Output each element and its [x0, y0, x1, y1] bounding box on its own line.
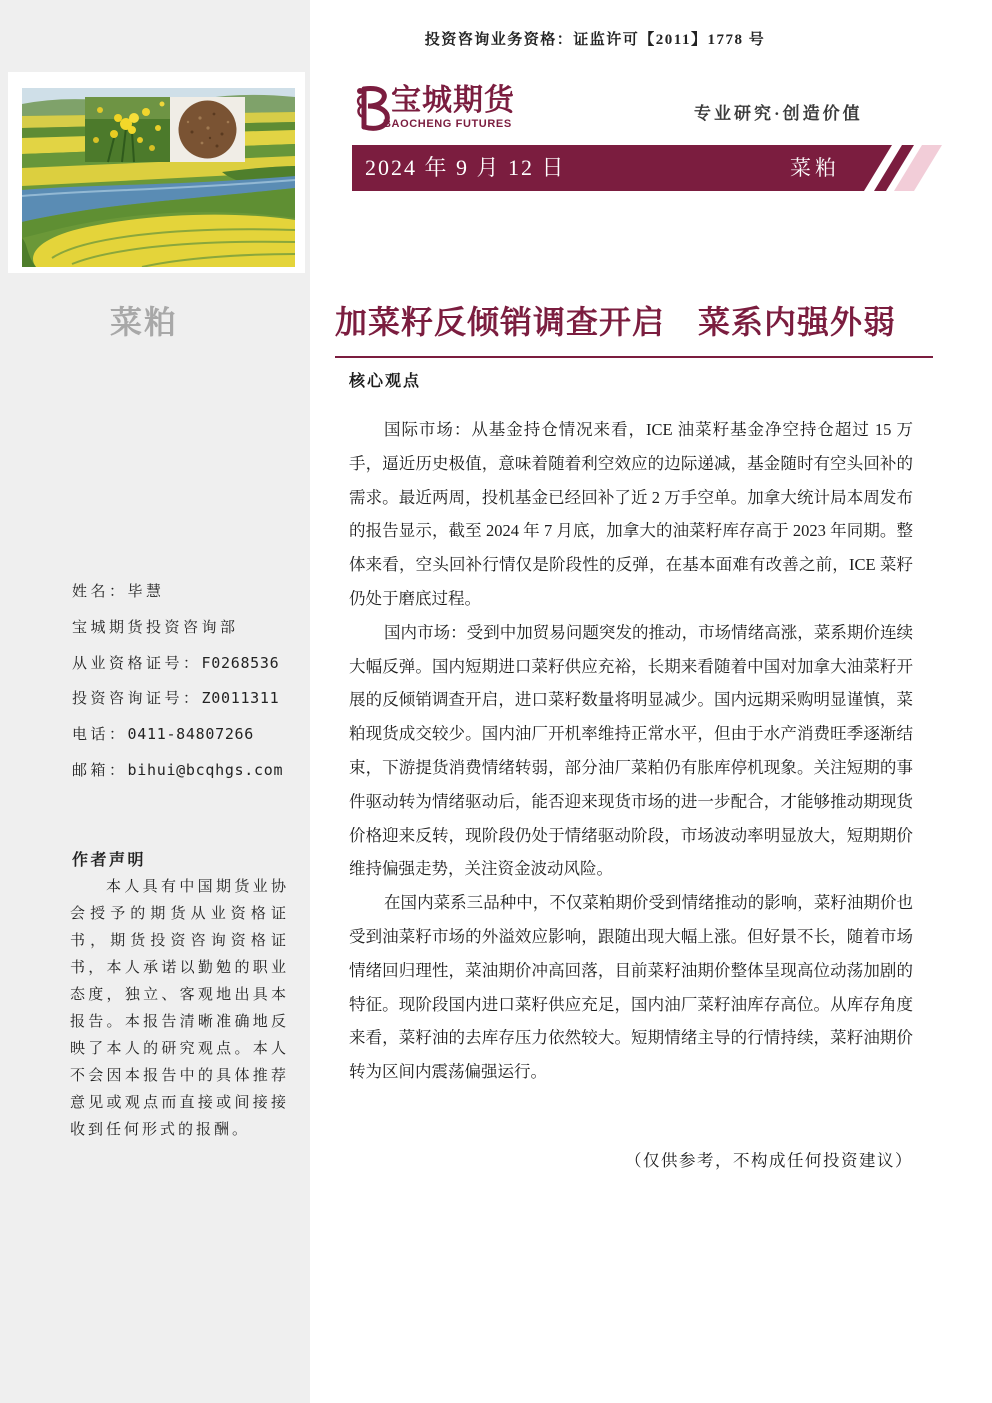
- consulting-number: Z0011311: [201, 689, 280, 708]
- author-statement-text: 本人具有中国期货业协会授予的期货从业资格证书，期货投资咨询资格证书，本人承诺以勤勉的职业态度，独立、客观地出具本报告。本报告清晰准确地反映了本人的研究观点。本人不会因本报告中的具体推荐意见或观点而直接或间接接收到任何形式的报酬。: [70, 877, 289, 1138]
- sidebar-category: 菜粕: [110, 304, 179, 340]
- paragraph-domestic: 国内市场：受到中加贸易问题突发的推动，市场情绪高涨，菜系期价连续大幅反弹。国内短期进口菜籽供应充裕，长期来看随着中国对加拿大油菜籽开展的反倾销调查开启，进口菜籽数量将明显减少。国内远期采购明显谨慎，菜粕现货成交较少。国内油厂开机率维持正常水平，但由于水产消费旺季逐渐结束，下游提货消费情绪转弱，部分油厂菜粕仍有胀库停机现象。关注短期的事件驱动转为情绪驱动后，能否迎来现货市场的进一步配合，才能够推动期现货价格迎来反转，现阶段仍处于情绪驱动阶段，市场波动率明显放大，短期期价维持偏强走势，关注资金波动风险。: [349, 622, 913, 879]
- email-address: bihui@bcqhgs.com: [127, 760, 284, 779]
- brand-name-en: BAOCHENG FUTURES: [383, 118, 512, 130]
- title-divider: [335, 356, 933, 358]
- author-department-row: [72, 610, 283, 646]
- report-title: 加菜籽反倾销调查开启 菜系内强外弱: [335, 304, 897, 340]
- email-row: [72, 753, 283, 789]
- report-category: 菜粕: [790, 156, 840, 180]
- qualification-number: F0268536: [201, 653, 280, 672]
- sidebar: [0, 0, 310, 1403]
- email-label: 邮箱：: [72, 760, 128, 779]
- rapeseed-meal-photo: [170, 97, 245, 162]
- author-statement-title: 作者声明: [72, 850, 147, 869]
- brand-slogan: 专业研究·创造价值: [694, 104, 863, 123]
- consulting-row: [72, 681, 283, 717]
- author-name: 毕慧: [127, 582, 165, 600]
- qualification-row: [72, 646, 283, 682]
- phone-number: 0411-84807266: [127, 725, 255, 744]
- author-name-row: [72, 574, 283, 610]
- author-department: 宝城期货投资咨询部: [72, 617, 239, 636]
- brand-name-cn: 宝城期货: [391, 84, 515, 117]
- paragraph-international: 国际市场：从基金持仓情况来看，ICE 油菜籽基金净空持仓超过 15 万手，逼近历史极值，意味着随着利空效应的边际递减，基金随时有空头回补的需求。最近两周，投机基金已经回补了近 2 万手空单。加拿大统计局本周发布的报告显示，截至 2024 年 7 月底，加拿大的油菜籽库存高于 2023 年同期。整体来看，空头回补行情仅是阶段性的反弹，在基本面难有改善之前，ICE 菜籽仍处于磨底过程。: [349, 420, 913, 608]
- qualification-label: 从业资格证号：: [72, 653, 202, 672]
- author-info: [72, 574, 283, 789]
- paragraph-rapeseed-complex: 在国内菜系三品种中，不仅菜粕期价受到情绪推动的影响，菜籽油期价也受到油菜籽市场的外溢效应影响，跟随出现大幅上涨。但好景不长，随着市场情绪回归理性，菜油期价冲高回落，目前菜籽油期价整体呈现高位动荡加剧的特征。现阶段国内进口菜籽供应充足，国内油厂菜籽油库存高位。从库存角度来看，菜籽油的去库存压力依然较大。短期情绪主导的行情持续，菜籽油期价转为区间内震荡偏强运行。: [349, 893, 913, 1082]
- phone-label: 电话：: [72, 725, 128, 744]
- phone-row: [72, 717, 283, 753]
- section-heading: 核心观点: [349, 373, 422, 390]
- cover-photo: [22, 88, 295, 267]
- consulting-label: 投资咨询证号：: [72, 689, 202, 708]
- cover-photo-frame: [8, 72, 305, 273]
- report-body: [349, 413, 913, 1178]
- report-date: 2024 年 9 月 12 日: [365, 155, 566, 180]
- date-banner: [352, 145, 942, 191]
- rapeseed-flower-photo: [85, 97, 170, 162]
- qualification-notice: 投资咨询业务资格：证监许可【2011】1778 号: [424, 32, 766, 48]
- author-name-label: 姓名：: [72, 582, 128, 600]
- disclaimer: （仅供参考，不构成任何投资建议）: [625, 1150, 913, 1170]
